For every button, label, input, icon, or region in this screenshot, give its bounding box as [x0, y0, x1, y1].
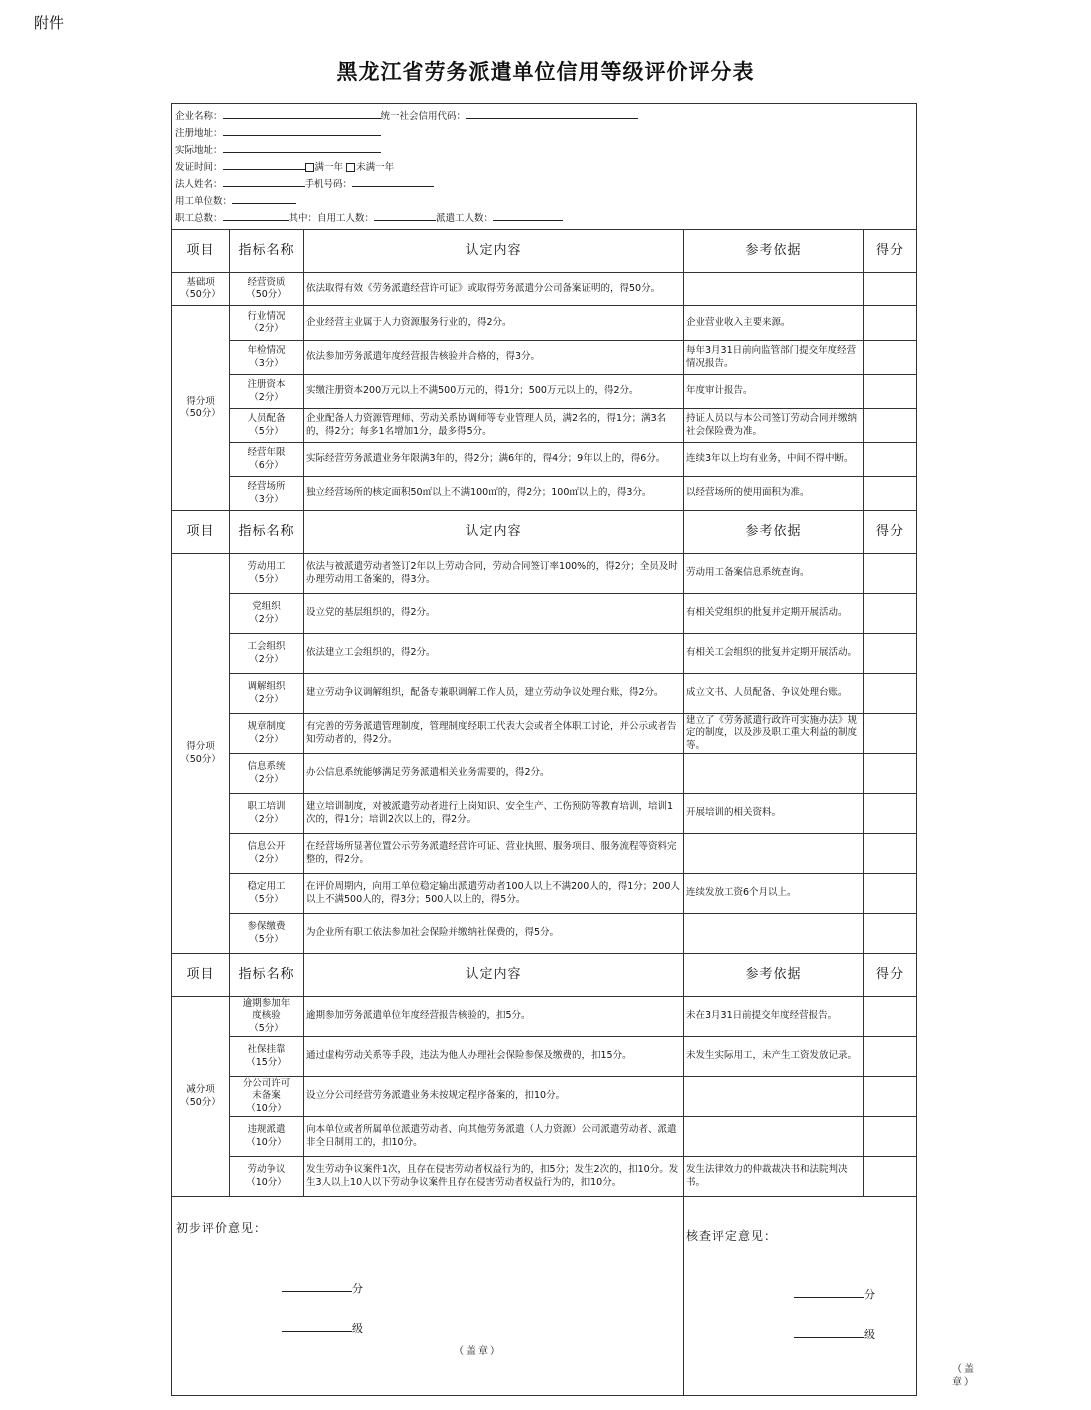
header-score: 得分 [864, 954, 917, 997]
table-row [172, 1157, 917, 1197]
reference-basis: 劳动用工备案信息系统查询。 [684, 554, 864, 594]
indicator-name: 行业情况 （2分） [230, 306, 304, 341]
score-input-cell[interactable] [864, 306, 917, 341]
reference-basis [684, 834, 864, 874]
reference-basis: 发生法律效力的仲裁裁决书和法院判决书。 [684, 1157, 864, 1197]
company-info-row [172, 104, 917, 230]
header-basis: 参考依据 [684, 230, 864, 273]
reference-basis [684, 1117, 864, 1157]
reference-basis: 年度审计报告。 [684, 375, 864, 409]
indicator-name: 逾期参加年 度核验 （5分） [230, 997, 304, 1037]
criteria-content: 向本单位或者所属单位派遣劳动者、向其他劳务派遣（人力资源）公司派遣劳动者、派遣非全日制用工的，扣10分。 [304, 1117, 684, 1157]
reference-basis: 企业营业收入主要来源。 [684, 306, 864, 341]
score-input-cell[interactable] [864, 997, 917, 1037]
table-header-row [172, 511, 917, 554]
indicator-name: 信息公开 （2分） [230, 834, 304, 874]
preliminary-points-line: 分 [282, 1279, 363, 1296]
table-row [172, 477, 917, 511]
criteria-content: 在经营场所显著位置公示劳务派遣经营许可证、营业执照、服务项目、服务流程等资料完整的，得2分。 [304, 834, 684, 874]
reference-basis: 连续3年以上均有业务，中间不得中断。 [684, 443, 864, 477]
evaluation-table [171, 103, 976, 1396]
header-content: 认定内容 [304, 511, 684, 554]
score-input-cell[interactable] [864, 594, 917, 634]
criteria-content: 独立经营场所的核定面积50㎡以上不满100㎡的，得2分；100㎡以上的，得3分。 [304, 477, 684, 511]
table-row [172, 714, 917, 754]
reference-basis [684, 273, 864, 306]
criteria-content: 建立培训制度，对被派遣劳动者进行上岗知识、安全生产、工伤预防等教育培训，培训1次的，得1分；培训2次以上的，得2分。 [304, 794, 684, 834]
review-grade-line: 级 [794, 1325, 875, 1342]
score-input-cell[interactable] [864, 674, 917, 714]
score2-project-cell: 得分项 （50分） [172, 554, 230, 954]
reference-basis: 建立了《劳务派遣行政许可实施办法》规定的制度，以及涉及职工重大利益的制度等。 [684, 714, 864, 754]
review-seal-label: （盖章） [952, 1364, 976, 1389]
header-indicator: 指标名称 [230, 954, 304, 997]
indicator-name: 经营场所 （3分） [230, 477, 304, 511]
score-input-cell[interactable] [864, 874, 917, 914]
indicator-name: 分公司许可 未备案 （10分） [230, 1077, 304, 1117]
indicator-name: 注册资本 （2分） [230, 375, 304, 409]
table-row [172, 554, 917, 594]
criteria-content: 依法与被派遣劳动者签订2年以上劳动合同，劳动合同签订率100%的，得2分；全员及时办理劳动用工备案的，得3分。 [304, 554, 684, 594]
criteria-content: 依法建立工会组织的，得2分。 [304, 634, 684, 674]
reference-basis: 连续发放工资6个月以上。 [684, 874, 864, 914]
preliminary-opinion-label: 初步评价意见： [176, 1221, 268, 1236]
header-indicator: 指标名称 [230, 511, 304, 554]
indicator-name: 调解组织 （2分） [230, 674, 304, 714]
indicator-name: 信息系统 （2分） [230, 754, 304, 794]
score-input-cell[interactable] [864, 714, 917, 754]
indicator-name: 劳动用工 （5分） [230, 554, 304, 594]
preliminary-grade-line: 级 [282, 1319, 363, 1336]
reference-basis: 开展培训的相关资料。 [684, 794, 864, 834]
table-row [172, 997, 917, 1037]
score-input-cell[interactable] [864, 273, 917, 306]
indicator-name: 社保挂靠 （15分） [230, 1037, 304, 1077]
reference-basis: 以经营场所的使用面积为准。 [684, 477, 864, 511]
review-points-line: 分 [794, 1285, 875, 1302]
criteria-content: 建立劳动争议调解组织，配备专兼职调解工作人员，建立劳动争议处理台账，得2分。 [304, 674, 684, 714]
indicator-name: 经营年限 （6分） [230, 443, 304, 477]
table-header-row [172, 230, 917, 273]
reference-basis [684, 754, 864, 794]
indicator-name: 劳动争议 （10分） [230, 1157, 304, 1197]
criteria-content: 依法参加劳务派遣年度经营报告核验并合格的，得3分。 [304, 341, 684, 375]
reference-basis [684, 914, 864, 954]
preliminary-seal-label: （盖章） [454, 1346, 502, 1358]
criteria-content: 企业经营主业属于人力资源服务行业的，得2分。 [304, 306, 684, 341]
indicator-name: 党组织 （2分） [230, 594, 304, 634]
table-row [172, 273, 917, 306]
opinions-row [172, 1197, 917, 1396]
header-basis: 参考依据 [684, 954, 864, 997]
table-row [172, 754, 917, 794]
not-full-year-checkbox[interactable] [346, 163, 355, 172]
indicator-name: 工会组织 （2分） [230, 634, 304, 674]
score-input-cell[interactable] [864, 794, 917, 834]
score-input-cell[interactable] [864, 1077, 917, 1117]
table-row [172, 634, 917, 674]
table-row [172, 1037, 917, 1077]
criteria-content: 实际经营劳务派遣业务年限满3年的，得2分；满6年的，得4分；9年以上的，得6分。 [304, 443, 684, 477]
score-input-cell[interactable] [864, 1157, 917, 1197]
score-input-cell[interactable] [864, 443, 917, 477]
indicator-name: 规章制度 （2分） [230, 714, 304, 754]
criteria-content: 发生劳动争议案件1次，且存在侵害劳动者权益行为的，扣5分；发生2次的，扣10分。发生3人以上10人以下劳动争议案件且存在侵害劳动者权益行为的，扣10分。 [304, 1157, 684, 1197]
table-row [172, 794, 917, 834]
reference-basis: 有相关工会组织的批复并定期开展活动。 [684, 634, 864, 674]
table-row [172, 874, 917, 914]
score-input-cell[interactable] [864, 634, 917, 674]
criteria-content: 有完善的劳务派遣管理制度，管理制度经职工代表大会或者全体职工讨论，并公示或者告知劳动者的，得2分。 [304, 714, 684, 754]
header-indicator: 指标名称 [230, 230, 304, 273]
indicator-name: 年检情况 （3分） [230, 341, 304, 375]
table-row [172, 341, 917, 375]
indicator-name: 职工培训 （2分） [230, 794, 304, 834]
table-row [172, 1077, 917, 1117]
indicator-name: 参保缴费 （5分） [230, 914, 304, 954]
criteria-content: 通过虚构劳动关系等手段，违法为他人办理社会保险参保及缴费的，扣15分。 [304, 1037, 684, 1077]
company-info: 企业名称： 统一社会信用代码： 注册地址： 实际地址： 发证时间： 满一年 未满一年 法人姓名： 手机号码： 用工单位数： 职工总数： 其中：自用工人数： 派遣工人数： [172, 104, 917, 230]
attachment-label: 附件 [34, 14, 65, 32]
criteria-content: 在评价周期内，向用工单位稳定输出派遣劳动者100人以上不满200人的，得1分；200人以上不满500人的，得3分；500人以上的，得5分。 [304, 874, 684, 914]
score1-project-cell: 得分项 （50分） [172, 306, 230, 511]
score-input-cell[interactable] [864, 1037, 917, 1077]
score-input-cell[interactable] [864, 554, 917, 594]
criteria-content: 设立分公司经营劳务派遣业务未按规定程序备案的，扣10分。 [304, 1077, 684, 1117]
table-row [172, 674, 917, 714]
header-score: 得分 [864, 230, 917, 273]
basic-project-cell: 基础项 （50分） [172, 273, 230, 306]
table-row [172, 914, 917, 954]
header-content: 认定内容 [304, 954, 684, 997]
table-row [172, 834, 917, 874]
indicator-name: 人员配备 （5分） [230, 409, 304, 443]
table-row [172, 594, 917, 634]
header-project: 项目 [172, 511, 230, 554]
criteria-content: 依法取得有效《劳务派遣经营许可证》或取得劳务派遣分公司备案证明的，得50分。 [304, 273, 684, 306]
criteria-content: 企业配备人力资源管理师、劳动关系协调师等专业管理人员，满2名的，得1分；满3名的，得2分；每多1名增加1分，最多得5分。 [304, 409, 684, 443]
score-input-cell[interactable] [864, 375, 917, 409]
reference-basis: 有相关党组织的批复并定期开展活动。 [684, 594, 864, 634]
score-input-cell[interactable] [864, 477, 917, 511]
header-basis: 参考依据 [684, 511, 864, 554]
score-input-cell[interactable] [864, 341, 917, 375]
indicator-name: 违规派遣 （10分） [230, 1117, 304, 1157]
header-content: 认定内容 [304, 230, 684, 273]
criteria-content: 为企业所有职工依法参加社会保险并缴纳社保费的，得5分。 [304, 914, 684, 954]
table-row [172, 375, 917, 409]
full-year-checkbox[interactable] [305, 163, 314, 172]
preliminary-opinion-cell[interactable] [172, 1197, 684, 1396]
header-project: 项目 [172, 230, 230, 273]
score-input-cell[interactable] [864, 834, 917, 874]
table-row [172, 409, 917, 443]
table-row [172, 443, 917, 477]
reference-basis: 持证人员以与本公司签订劳动合同并缴纳社会保险费为准。 [684, 409, 864, 443]
indicator-name: 稳定用工 （5分） [230, 874, 304, 914]
reference-basis: 成立文书、人员配备、争议处理台账。 [684, 674, 864, 714]
criteria-content: 逾期参加劳务派遣单位年度经营报告核验的，扣5分。 [304, 997, 684, 1037]
header-project: 项目 [172, 954, 230, 997]
review-opinion-cell[interactable] [684, 1197, 976, 1396]
page-title: 黑龙江省劳务派遣单位信用等级评价评分表 [336, 59, 755, 84]
table-row [172, 306, 917, 341]
criteria-content: 办公信息系统能够满足劳务派遣相关业务需要的，得2分。 [304, 754, 684, 794]
reference-basis [684, 1077, 864, 1117]
criteria-content: 实缴注册资本200万元以上不满500万元的，得1分；500万元以上的，得2分。 [304, 375, 684, 409]
score-input-cell[interactable] [864, 914, 917, 954]
score-input-cell[interactable] [864, 1117, 917, 1157]
table-row [172, 1117, 917, 1157]
criteria-content: 设立党的基层组织的，得2分。 [304, 594, 684, 634]
deduct-project-cell: 减分项 （50分） [172, 997, 230, 1197]
header-score: 得分 [864, 511, 917, 554]
reference-basis: 未在3月31日前提交年度经营报告。 [684, 997, 864, 1037]
table-header-row [172, 954, 917, 997]
reference-basis: 未发生实际用工，未产生工资发放记录。 [684, 1037, 864, 1077]
score-input-cell[interactable] [864, 409, 917, 443]
review-opinion-label: 核查评定意见： [686, 1229, 778, 1244]
score-input-cell[interactable] [864, 754, 917, 794]
reference-basis: 每年3月31日前向监管部门提交年度经营情况报告。 [684, 341, 864, 375]
indicator-name: 经营资质 （50分） [230, 273, 304, 306]
